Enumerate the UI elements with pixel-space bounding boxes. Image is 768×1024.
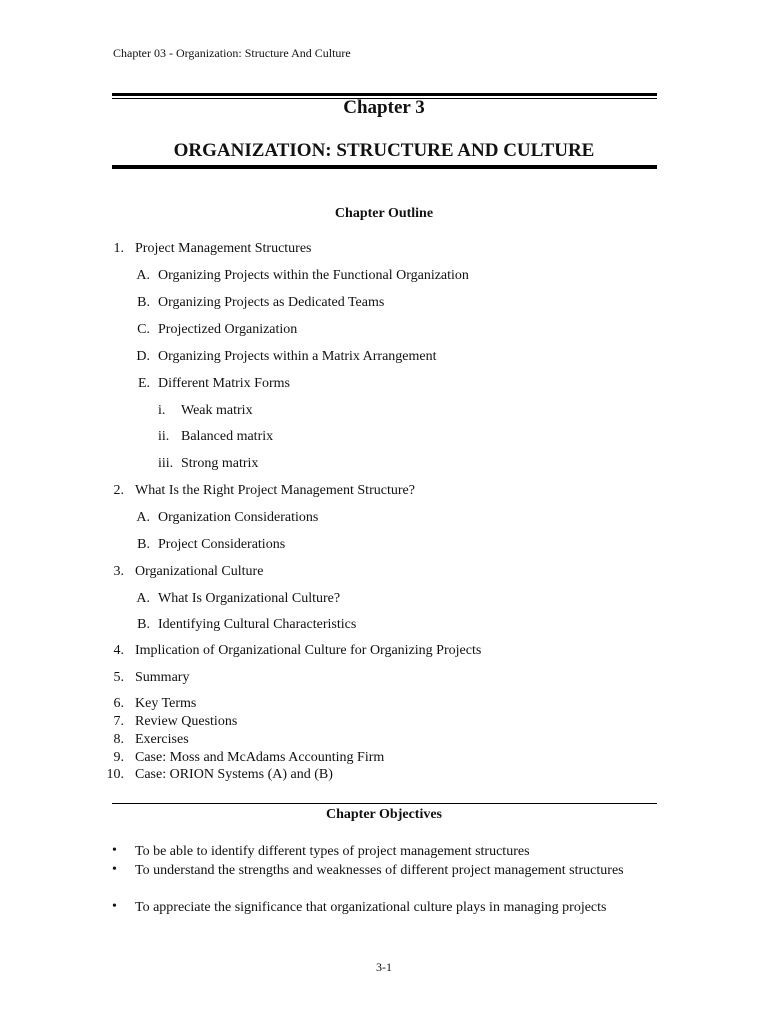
outline-marker: D. [136,349,150,364]
outline-text: Strong matrix [181,456,259,471]
outline-text: Exercises [135,732,189,747]
outline-text: Organizing Projects within a Matrix Arrangement [158,349,437,364]
bullet-glyph: • [112,899,117,914]
outline-marker: 9. [113,750,124,765]
outline-marker: 7. [113,714,124,729]
objective-item: To appreciate the significance that organizational culture plays in managing projects [135,900,607,915]
outline-text: Balanced matrix [181,429,274,444]
outline-text: Organizing Projects as Dedicated Teams [158,295,385,310]
objectives-heading: Chapter Objectives [326,807,442,822]
outline-text: Different Matrix Forms [158,376,290,391]
outline-text: Case: ORION Systems (A) and (B) [135,767,333,782]
outline-text: Organizational Culture [135,564,264,579]
outline-text: Project Management Structures [135,241,312,256]
section-divider [112,803,657,804]
outline-marker: 8. [113,732,124,747]
outline-marker: 3. [113,564,124,579]
outline-marker: B. [137,295,150,310]
outline-marker: iii. [158,456,174,471]
bullet-glyph: • [112,843,117,858]
outline-text: Review Questions [135,714,238,729]
chapter-title: ORGANIZATION: STRUCTURE AND CULTURE [173,140,595,161]
outline-text: Organization Considerations [158,510,319,525]
outline-text: Weak matrix [181,403,253,418]
outline-text: Identifying Cultural Characteristics [158,617,357,632]
outline-marker: A. [136,591,150,606]
outline-text: Projectized Organization [158,322,298,337]
outline-marker: 5. [113,670,124,685]
objective-item: To understand the strengths and weaknesses of different project management structures [135,863,624,878]
outline-marker: E. [137,376,150,391]
outline-heading: Chapter Outline [334,206,434,221]
outline-marker: 2. [113,483,124,498]
bullet-glyph: • [112,862,117,877]
outline-marker: A. [136,510,150,525]
top-rule-upper [112,93,657,96]
objective-item: To be able to identify different types of project management structures [135,844,530,859]
outline-text: What Is Organizational Culture? [158,591,341,606]
outline-marker: i. [158,403,166,418]
outline-text: Organizing Projects within the Functional Organization [158,268,469,283]
outline-text: Project Considerations [158,537,286,552]
outline-text: Implication of Organizational Culture for Organizing Projects [135,643,482,658]
page-number: 3-1 [376,960,392,974]
outline-marker: A. [136,268,150,283]
outline-marker: 6. [113,696,124,711]
outline-text: Summary [135,670,190,685]
running-header: Chapter 03 - Organization: Structure And Culture [113,46,351,60]
chapter-number: Chapter 3 [343,97,425,118]
outline-text: Key Terms [135,696,197,711]
outline-marker: 4. [113,643,124,658]
outline-marker: B. [137,537,150,552]
outline-marker: ii. [158,429,170,444]
outline-marker: 1. [113,241,124,256]
outline-text: Case: Moss and McAdams Accounting Firm [135,750,385,765]
outline-marker: 10. [106,767,124,782]
outline-marker: C. [137,322,150,337]
outline-text: What Is the Right Project Management Structure? [135,483,415,498]
outline-marker: B. [137,617,150,632]
title-rule [112,165,657,169]
